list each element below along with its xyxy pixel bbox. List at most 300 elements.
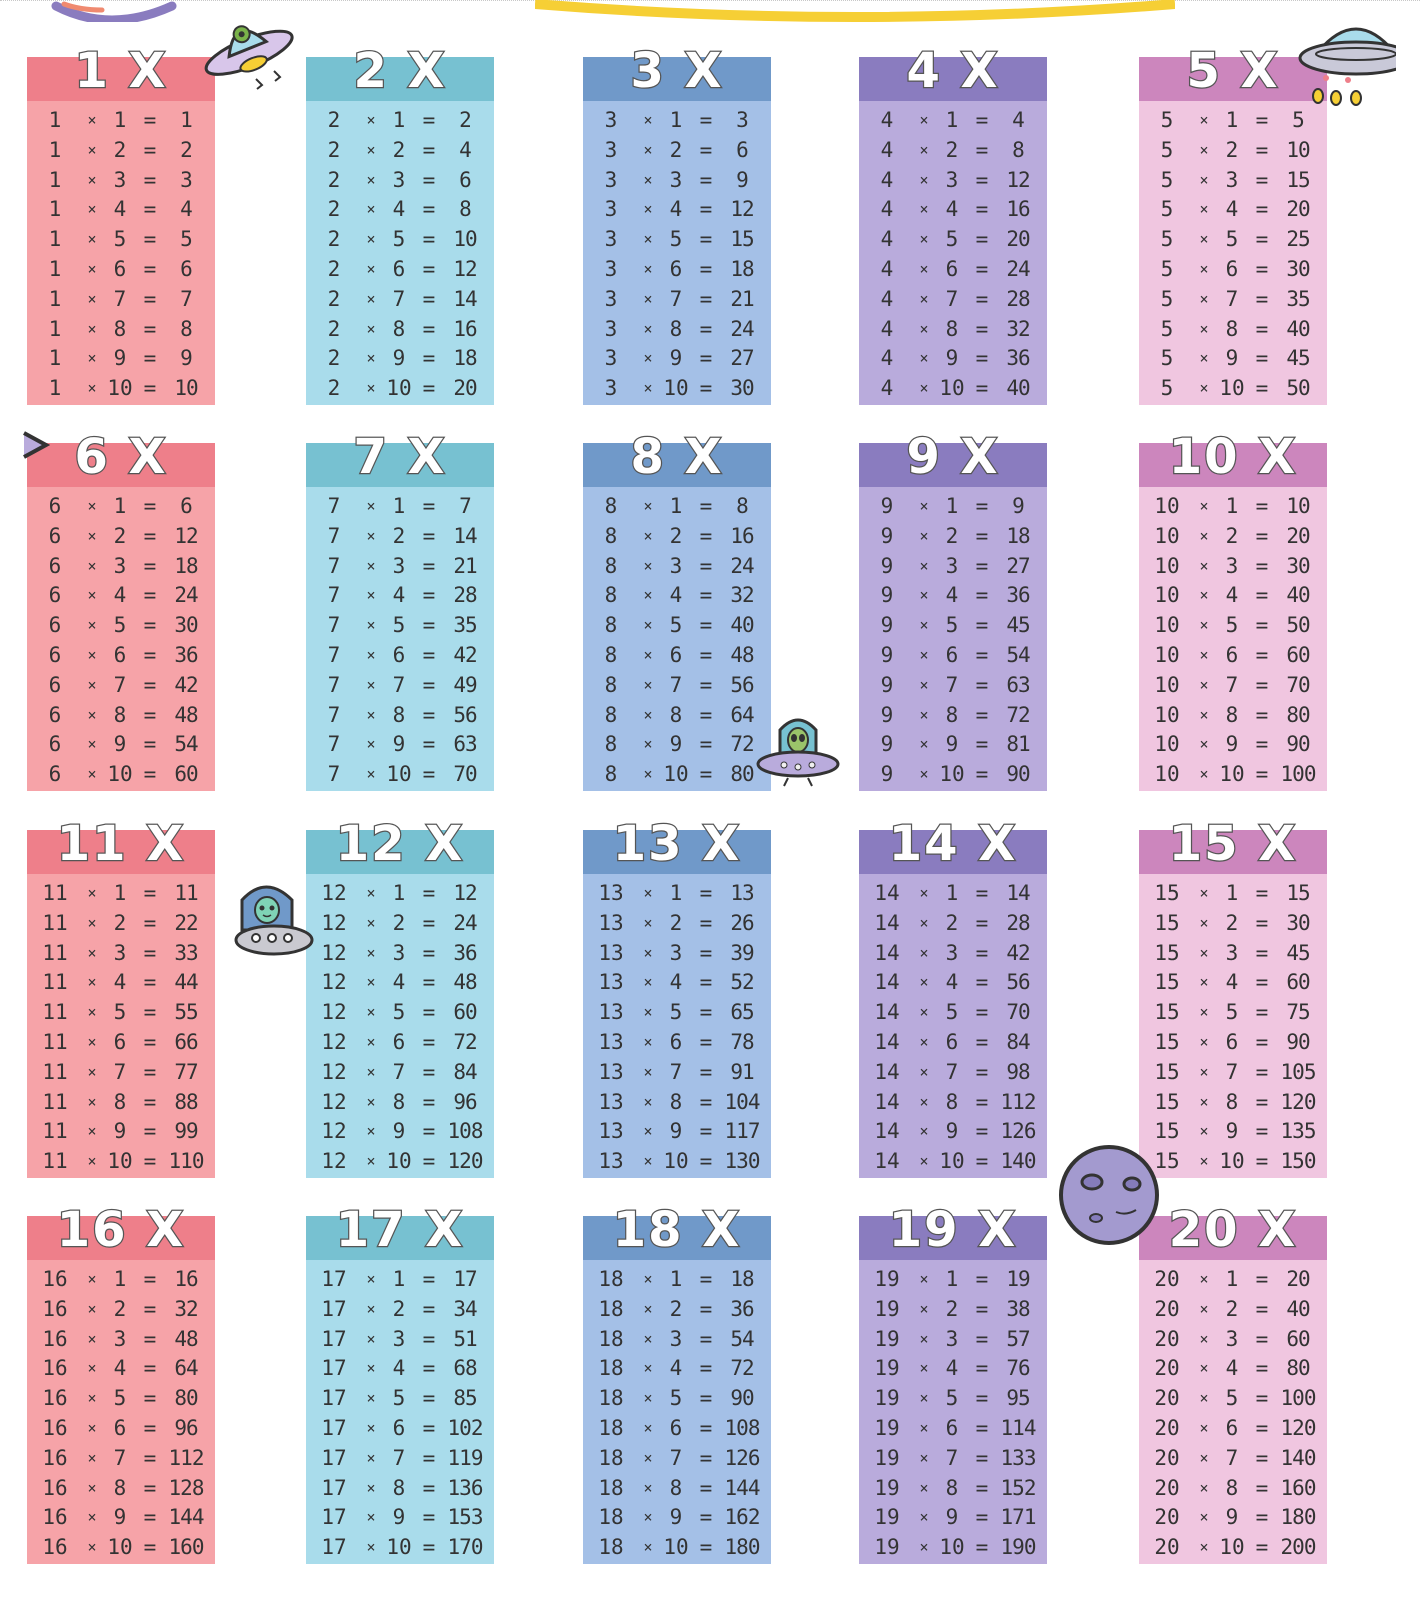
equals-sign: = xyxy=(1255,762,1269,787)
multiplier: 2 xyxy=(945,910,959,935)
multiplicand: 13 xyxy=(598,1029,624,1054)
multiplicand: 1 xyxy=(48,137,62,162)
equals-sign: = xyxy=(699,256,713,281)
multiplier: 6 xyxy=(945,642,959,667)
multiplier: 7 xyxy=(1225,286,1239,311)
times-sign: × xyxy=(643,140,653,159)
multiplicand: 2 xyxy=(327,256,341,281)
equation-row xyxy=(306,492,494,522)
equation-row xyxy=(583,344,771,374)
equals-sign: = xyxy=(1255,227,1269,252)
product: 18 xyxy=(730,1267,754,1291)
product: 90 xyxy=(730,1386,754,1411)
product: 36 xyxy=(174,642,198,667)
multiplicand: 16 xyxy=(42,1296,68,1321)
multiplicand: 18 xyxy=(598,1475,624,1500)
equation-row xyxy=(1139,1533,1327,1563)
product: 8 xyxy=(736,494,748,518)
product: 21 xyxy=(453,553,477,578)
equals-sign: = xyxy=(143,762,157,787)
times-sign: × xyxy=(366,913,376,932)
times-sign: × xyxy=(87,675,97,694)
equals-sign: = xyxy=(143,227,157,252)
equation-row xyxy=(306,1028,494,1058)
equals-sign: = xyxy=(699,137,713,162)
times-sign: × xyxy=(87,1448,97,1467)
product: 80 xyxy=(1286,702,1310,727)
times-sign: × xyxy=(1199,943,1209,962)
equals-sign: = xyxy=(975,227,989,252)
equals-sign: = xyxy=(143,1119,157,1144)
equals-sign: = xyxy=(143,613,157,638)
multiplicand: 19 xyxy=(874,1535,900,1560)
times-sign: × xyxy=(87,616,97,635)
times-sign: × xyxy=(643,200,653,219)
times-sign: × xyxy=(1199,170,1209,189)
multiplier: 1 xyxy=(392,881,406,905)
equation-row xyxy=(1139,225,1327,255)
times-sign: × xyxy=(1199,616,1209,635)
multiplier: 5 xyxy=(945,1000,959,1025)
equals-sign: = xyxy=(1255,376,1269,401)
times-sign: × xyxy=(87,1329,97,1348)
multiplier: 10 xyxy=(663,376,689,401)
times-sign: × xyxy=(87,259,97,278)
equals-sign: = xyxy=(1255,613,1269,638)
equation-row xyxy=(306,552,494,582)
multiplier: 9 xyxy=(392,1119,406,1144)
multiplier: 8 xyxy=(1225,1089,1239,1114)
equation-row xyxy=(583,1295,771,1325)
equals-sign: = xyxy=(1255,940,1269,965)
multiplier: 3 xyxy=(669,1326,683,1351)
equation-row xyxy=(306,1295,494,1325)
multiplier: 7 xyxy=(1225,1445,1239,1470)
times-sign: × xyxy=(643,319,653,338)
product: 96 xyxy=(174,1415,198,1440)
equals-sign: = xyxy=(699,108,713,132)
times-sign: × xyxy=(366,943,376,962)
equals-sign: = xyxy=(975,167,989,192)
product: 96 xyxy=(453,1089,477,1114)
times-sign: × xyxy=(366,1152,376,1171)
equation-row xyxy=(583,730,771,760)
equals-sign: = xyxy=(1255,1149,1269,1174)
equals-sign: = xyxy=(422,940,436,965)
times-sign: × xyxy=(919,319,929,338)
equation-row xyxy=(27,968,215,998)
equation-row xyxy=(859,492,1047,522)
card-header xyxy=(583,1202,771,1260)
equals-sign: = xyxy=(699,1267,713,1291)
product: 44 xyxy=(174,970,198,995)
multiplicand: 6 xyxy=(48,613,62,638)
equation-row xyxy=(306,730,494,760)
product: 171 xyxy=(1000,1505,1036,1530)
equation-row xyxy=(1139,552,1327,582)
equals-sign: = xyxy=(699,286,713,311)
product: 84 xyxy=(453,1059,477,1084)
multiplicand: 4 xyxy=(880,137,894,162)
multiplier: 4 xyxy=(669,583,683,608)
multiplicand: 11 xyxy=(42,1029,68,1054)
times-sign: × xyxy=(919,1359,929,1378)
multiplicand: 20 xyxy=(1154,1415,1180,1440)
equation-row xyxy=(859,374,1047,404)
multiplier: 4 xyxy=(669,970,683,995)
product: 120 xyxy=(1280,1415,1316,1440)
card-body xyxy=(306,1260,494,1564)
equals-sign: = xyxy=(422,1267,436,1291)
multiplier: 7 xyxy=(113,1059,127,1084)
multiplier: 10 xyxy=(386,762,412,787)
times-sign: × xyxy=(366,1418,376,1437)
product: 20 xyxy=(1286,523,1310,548)
equals-sign: = xyxy=(699,197,713,222)
multiplicand: 5 xyxy=(1160,167,1174,192)
equals-sign: = xyxy=(699,553,713,578)
product: 52 xyxy=(730,970,754,995)
times-sign: × xyxy=(366,1003,376,1022)
product: 39 xyxy=(730,940,754,965)
multiplier: 7 xyxy=(669,672,683,697)
multiplicand: 6 xyxy=(48,672,62,697)
equals-sign: = xyxy=(143,494,157,518)
equals-sign: = xyxy=(975,553,989,578)
equals-sign: = xyxy=(422,1415,436,1440)
multiplier: 7 xyxy=(1225,672,1239,697)
product: 35 xyxy=(453,613,477,638)
equals-sign: = xyxy=(699,346,713,371)
multiplicand: 16 xyxy=(42,1415,68,1440)
times-sign: × xyxy=(919,170,929,189)
times-sign: × xyxy=(919,1448,929,1467)
multiplicand: 16 xyxy=(42,1386,68,1411)
multiplier: 4 xyxy=(1225,1356,1239,1381)
multiplier: 4 xyxy=(669,1356,683,1381)
equation-row xyxy=(306,968,494,998)
equals-sign: = xyxy=(422,1326,436,1351)
product: 15 xyxy=(1286,167,1310,192)
equals-sign: = xyxy=(699,642,713,667)
product: 48 xyxy=(453,970,477,995)
multiplicand: 16 xyxy=(42,1505,68,1530)
equation-row xyxy=(27,1444,215,1474)
times-sign: × xyxy=(1199,1538,1209,1557)
multiplier: 4 xyxy=(113,1356,127,1381)
card-title: 15 X xyxy=(1168,816,1298,872)
product: 81 xyxy=(1006,732,1030,757)
multiplier: 10 xyxy=(663,1535,689,1560)
product: 160 xyxy=(1280,1475,1316,1500)
equation-row xyxy=(306,1533,494,1563)
multiplier: 5 xyxy=(113,613,127,638)
times-sign: × xyxy=(919,1508,929,1527)
equation-row xyxy=(1139,255,1327,285)
equals-sign: = xyxy=(975,583,989,608)
product: 48 xyxy=(174,702,198,727)
times-sign: × xyxy=(1199,973,1209,992)
multiplicand: 12 xyxy=(321,881,347,905)
times-table-card xyxy=(27,1202,215,1564)
multiplier: 8 xyxy=(945,316,959,341)
equals-sign: = xyxy=(1255,1475,1269,1500)
multiplicand: 4 xyxy=(880,286,894,311)
product: 8 xyxy=(459,197,471,222)
multiplicand: 9 xyxy=(880,553,894,578)
times-sign: × xyxy=(1199,1329,1209,1348)
equation-row xyxy=(859,1384,1047,1414)
multiplier: 1 xyxy=(945,108,959,132)
equation-row xyxy=(1139,1058,1327,1088)
equation-row xyxy=(859,760,1047,790)
times-sign: × xyxy=(643,526,653,545)
product: 104 xyxy=(724,1089,760,1114)
equals-sign: = xyxy=(1255,672,1269,697)
equals-sign: = xyxy=(975,613,989,638)
multiplicand: 10 xyxy=(1154,583,1180,608)
times-sign: × xyxy=(87,913,97,932)
ufo-icon xyxy=(198,5,298,95)
times-sign: × xyxy=(87,1389,97,1408)
equals-sign: = xyxy=(143,1475,157,1500)
equals-sign: = xyxy=(699,702,713,727)
times-sign: × xyxy=(366,675,376,694)
equation-row xyxy=(1139,1295,1327,1325)
equals-sign: = xyxy=(143,1267,157,1291)
times-sign: × xyxy=(643,765,653,784)
product: 63 xyxy=(453,732,477,757)
card-header xyxy=(583,816,771,874)
times-sign: × xyxy=(643,1032,653,1051)
equals-sign: = xyxy=(975,1535,989,1560)
equation-row xyxy=(583,1147,771,1177)
card-title: 20 X xyxy=(1168,1202,1298,1258)
multiplicand: 8 xyxy=(604,553,618,578)
product: 88 xyxy=(174,1089,198,1114)
product: 100 xyxy=(1280,762,1316,787)
multiplicand: 2 xyxy=(327,137,341,162)
multiplicand: 19 xyxy=(874,1386,900,1411)
multiplier: 6 xyxy=(1225,1415,1239,1440)
multiplier: 5 xyxy=(1225,1386,1239,1411)
equals-sign: = xyxy=(699,1535,713,1560)
product: 63 xyxy=(1006,672,1030,697)
times-sign: × xyxy=(1199,765,1209,784)
times-sign: × xyxy=(919,1389,929,1408)
equation-row xyxy=(583,255,771,285)
multiplicand: 19 xyxy=(874,1356,900,1381)
times-sign: × xyxy=(366,140,376,159)
equation-row xyxy=(859,1265,1047,1295)
product: 24 xyxy=(730,553,754,578)
equals-sign: = xyxy=(1255,1296,1269,1321)
times-sign: × xyxy=(643,1092,653,1111)
multiplicand: 16 xyxy=(42,1267,68,1291)
times-sign: × xyxy=(1199,200,1209,219)
times-sign: × xyxy=(87,1478,97,1497)
equation-row xyxy=(306,1265,494,1295)
card-body xyxy=(306,101,494,405)
multiplier: 9 xyxy=(113,1119,127,1144)
product: 75 xyxy=(1286,1000,1310,1025)
multiplier: 10 xyxy=(107,376,133,401)
times-sign: × xyxy=(87,973,97,992)
equals-sign: = xyxy=(1255,197,1269,222)
equation-row xyxy=(859,1325,1047,1355)
multiplier: 8 xyxy=(392,1089,406,1114)
equals-sign: = xyxy=(422,1059,436,1084)
multiplicand: 14 xyxy=(874,910,900,935)
equation-row xyxy=(306,939,494,969)
product: 140 xyxy=(1000,1149,1036,1174)
multiplier: 5 xyxy=(392,227,406,252)
equation-row xyxy=(27,1088,215,1118)
times-table-card xyxy=(859,429,1047,791)
equation-row xyxy=(27,225,215,255)
multiplicand: 9 xyxy=(880,702,894,727)
times-sign: × xyxy=(643,1508,653,1527)
equals-sign: = xyxy=(699,167,713,192)
multiplicand: 2 xyxy=(327,376,341,401)
card-title: 8 X xyxy=(630,429,724,485)
times-sign: × xyxy=(366,1329,376,1348)
product: 2 xyxy=(459,108,471,132)
times-sign: × xyxy=(919,526,929,545)
multiplier: 3 xyxy=(392,553,406,578)
card-title: 16 X xyxy=(56,1202,186,1258)
multiplicand: 2 xyxy=(327,227,341,252)
times-sign: × xyxy=(366,259,376,278)
multiplier: 2 xyxy=(113,1296,127,1321)
product: 12 xyxy=(453,881,477,905)
product: 78 xyxy=(730,1029,754,1054)
equals-sign: = xyxy=(699,1356,713,1381)
multiplicand: 20 xyxy=(1154,1505,1180,1530)
equals-sign: = xyxy=(422,286,436,311)
times-table-card xyxy=(859,43,1047,405)
multiplicand: 5 xyxy=(1160,227,1174,252)
multiplicand: 17 xyxy=(321,1296,347,1321)
equation-row xyxy=(859,998,1047,1028)
multiplier: 8 xyxy=(113,1089,127,1114)
multiplicand: 11 xyxy=(42,940,68,965)
multiplicand: 4 xyxy=(880,197,894,222)
times-sign: × xyxy=(1199,1508,1209,1527)
equals-sign: = xyxy=(422,762,436,787)
card-header xyxy=(1139,429,1327,487)
times-sign: × xyxy=(1199,289,1209,308)
times-sign: × xyxy=(643,1003,653,1022)
multiplicand: 6 xyxy=(48,494,62,518)
equation-row xyxy=(27,1384,215,1414)
card-body xyxy=(583,1260,771,1564)
times-sign: × xyxy=(366,1092,376,1111)
product: 14 xyxy=(1006,881,1030,905)
equals-sign: = xyxy=(422,1000,436,1025)
equation-row xyxy=(306,611,494,641)
equation-row xyxy=(583,285,771,315)
product: 25 xyxy=(1286,227,1310,252)
equation-row xyxy=(306,760,494,790)
multiplicand: 7 xyxy=(327,672,341,697)
multiplicand: 18 xyxy=(598,1296,624,1321)
multiplier: 7 xyxy=(1225,1059,1239,1084)
equals-sign: = xyxy=(422,1535,436,1560)
equation-row xyxy=(1139,166,1327,196)
equals-sign: = xyxy=(975,523,989,548)
product: 18 xyxy=(730,256,754,281)
multiplicand: 4 xyxy=(880,346,894,371)
multiplier: 5 xyxy=(113,227,127,252)
equals-sign: = xyxy=(1255,642,1269,667)
multiplicand: 5 xyxy=(1160,137,1174,162)
multiplier: 2 xyxy=(945,1296,959,1321)
product: 21 xyxy=(730,286,754,311)
times-table-card xyxy=(583,43,771,405)
equation-row xyxy=(306,344,494,374)
times-sign: × xyxy=(87,556,97,575)
times-sign: × xyxy=(919,765,929,784)
multiplicand: 13 xyxy=(598,1149,624,1174)
equation-row xyxy=(1139,939,1327,969)
product: 19 xyxy=(1006,1267,1030,1291)
times-sign: × xyxy=(919,586,929,605)
product: 45 xyxy=(1006,613,1030,638)
multiplicand: 9 xyxy=(880,613,894,638)
equation-row xyxy=(306,581,494,611)
card-title: 9 X xyxy=(906,429,1000,485)
card-header xyxy=(859,429,1047,487)
equation-row xyxy=(1139,1117,1327,1147)
times-sign: × xyxy=(366,1270,376,1288)
multiplier: 9 xyxy=(1225,346,1239,371)
times-table-card xyxy=(27,816,215,1178)
multiplicand: 17 xyxy=(321,1535,347,1560)
product: 70 xyxy=(1286,672,1310,697)
multiplicand: 6 xyxy=(48,762,62,787)
product: 6 xyxy=(180,256,192,281)
times-sign: × xyxy=(87,1508,97,1527)
times-sign: × xyxy=(643,1418,653,1437)
multiplier: 7 xyxy=(945,286,959,311)
multiplicand: 13 xyxy=(598,881,624,905)
equation-row xyxy=(583,879,771,909)
multiplier: 6 xyxy=(669,642,683,667)
times-sign: × xyxy=(1199,1062,1209,1081)
equals-sign: = xyxy=(422,1386,436,1411)
product: 60 xyxy=(453,1000,477,1025)
multiplier: 10 xyxy=(939,762,965,787)
multiplicand: 8 xyxy=(604,702,618,727)
equation-row xyxy=(583,1474,771,1504)
product: 40 xyxy=(1286,583,1310,608)
product: 34 xyxy=(453,1296,477,1321)
equals-sign: = xyxy=(1255,1089,1269,1114)
product: 15 xyxy=(730,227,754,252)
equation-row xyxy=(27,1117,215,1147)
equals-sign: = xyxy=(699,227,713,252)
times-sign: × xyxy=(366,586,376,605)
card-body xyxy=(859,101,1047,405)
multiplicand: 4 xyxy=(880,256,894,281)
product: 24 xyxy=(730,316,754,341)
times-sign: × xyxy=(87,1032,97,1051)
times-sign: × xyxy=(919,349,929,368)
times-sign: × xyxy=(366,556,376,575)
multiplicand: 20 xyxy=(1154,1445,1180,1470)
equation-row xyxy=(27,166,215,196)
